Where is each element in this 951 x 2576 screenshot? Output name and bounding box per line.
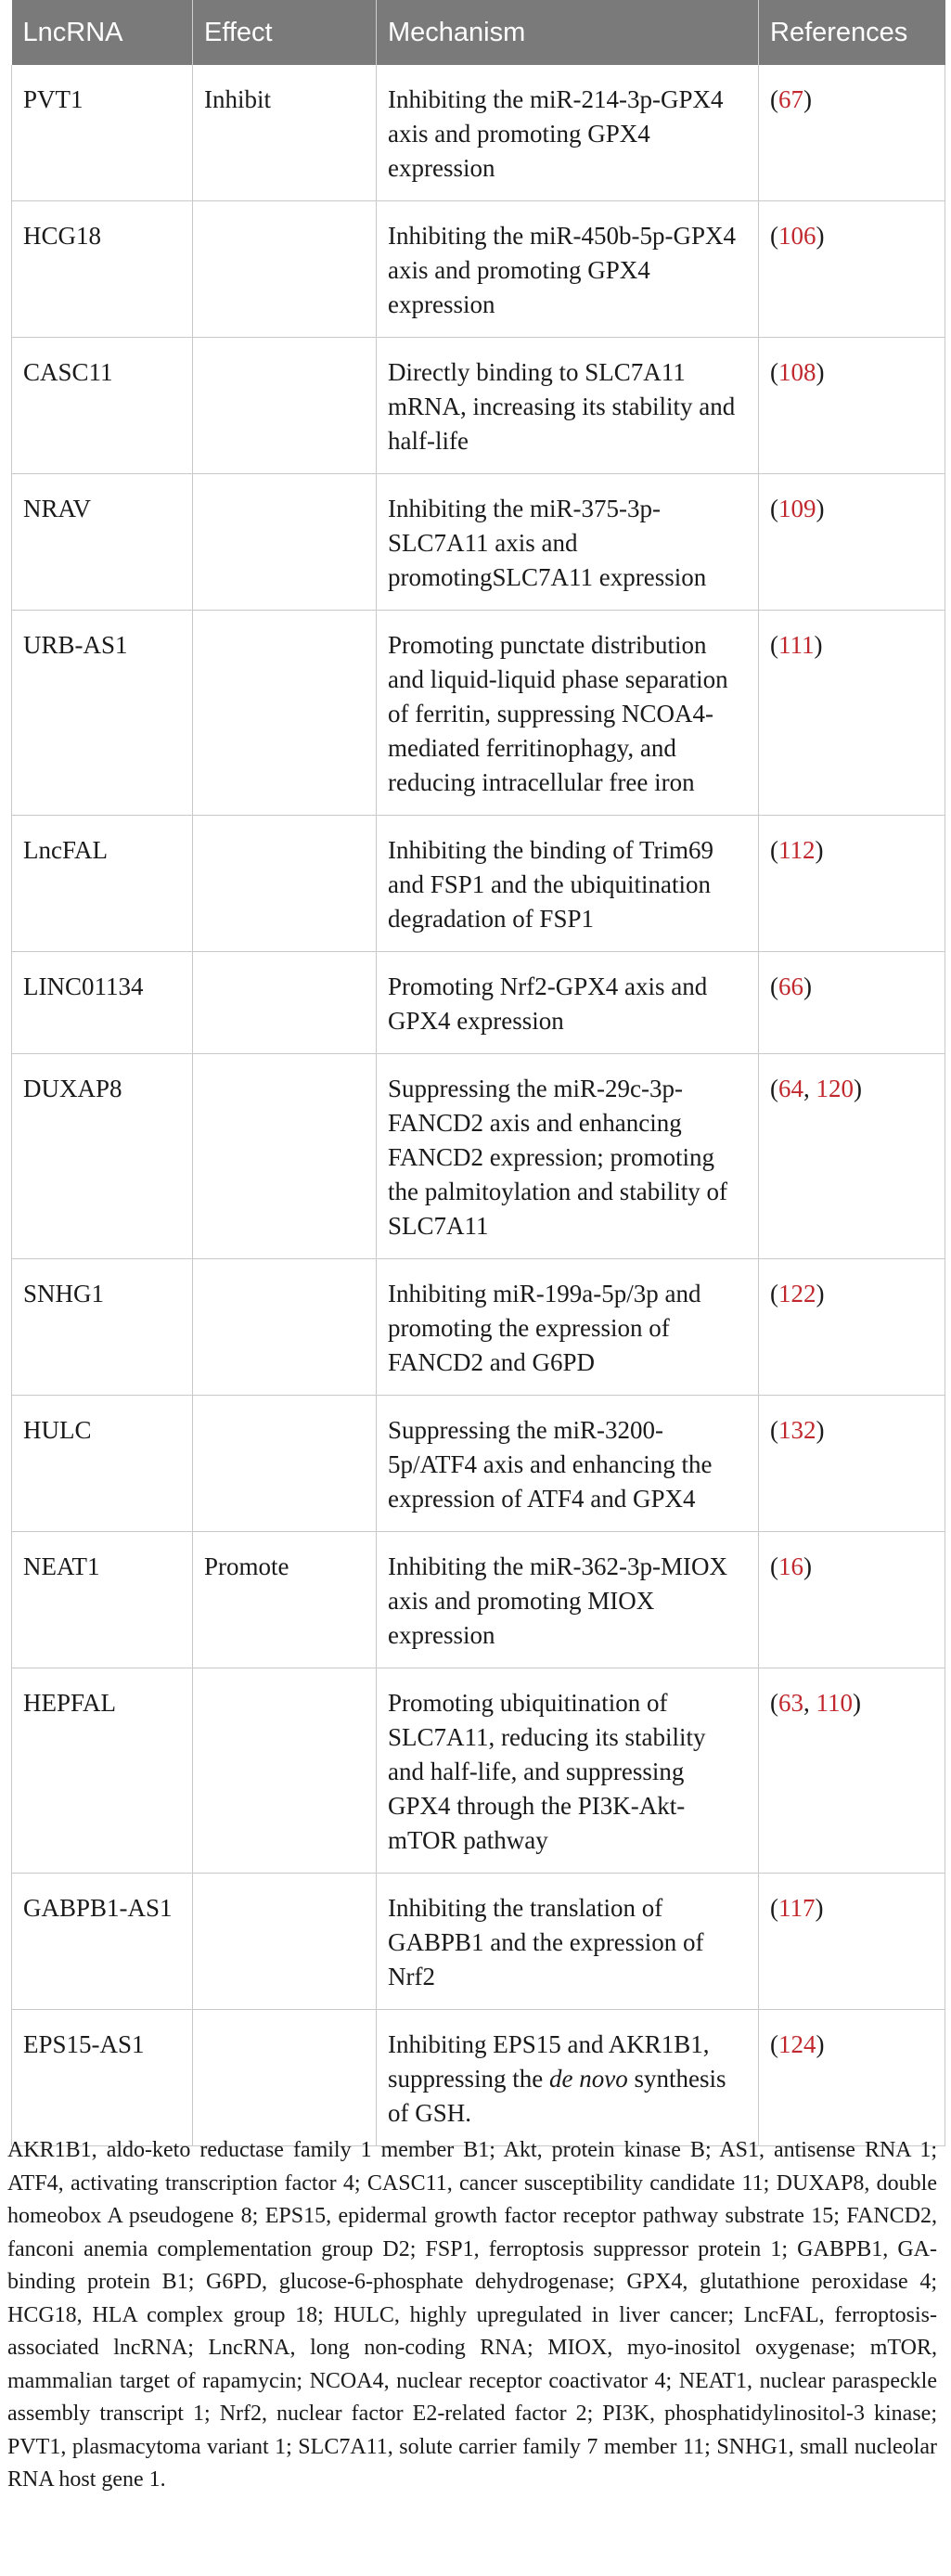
cell-references: (117) xyxy=(759,1874,945,2010)
column-header-mechanism: Mechanism xyxy=(377,0,759,65)
cell-mechanism: Promoting ubiquitination of SLC7A11, reducing its stability and half-life, and suppressing GPX4 through the PI3K-Akt-mTOR pathway xyxy=(377,1668,759,1874)
cell-effect xyxy=(193,2010,377,2146)
cell-mechanism: Suppressing the miR-3200-5p/ATF4 axis and enhancing the expression of ATF4 and GPX4 xyxy=(377,1396,759,1532)
cell-lncrna: HULC xyxy=(12,1396,193,1532)
table-row xyxy=(12,1532,945,1668)
cell-references: (112) xyxy=(759,816,945,952)
cell-mechanism: Promoting punctate distribution and liquid-liquid phase separation of ferritin, suppressing NCOA4-mediated ferritinophagy, and reducing intracellular free iron xyxy=(377,611,759,816)
cell-lncrna: URB-AS1 xyxy=(12,611,193,816)
reference-link[interactable]: 63 xyxy=(778,1689,803,1717)
table-row xyxy=(12,1054,945,1259)
cell-lncrna: PVT1 xyxy=(12,65,193,201)
reference-link[interactable]: 64 xyxy=(778,1075,803,1102)
cell-effect xyxy=(193,1259,377,1396)
lncrna-table xyxy=(11,0,945,2146)
table-footnote: AKR1B1, aldo-keto reductase family 1 member B1; Akt, protein kinase B; AS1, antisense RNA 1; ATF4, activating transcription factor 4; CASC11, cancer susceptibility candidate 11; DUXAP8, double homeobox A pseudogene 8; EPS15, epidermal growth factor receptor pathway substrate 15; FANCD2, fanconi anemia complementation group D2; FSP1, ferroptosis suppressor protein 1; GABPB1, GA-binding protein B1; G6PD, glucose-6-phosphate dehydrogenase; GPX4, glutathione peroxidase 4; HCG18, HLA complex group 18; HULC, highly upregulated in liver cancer; LncFAL, ferroptosis-associated lncRNA; LncRNA, long non-coding RNA; MIOX, myo-inositol oxygenase; mTOR, mammalian target of rapamycin; NCOA4, nuclear receptor coactivator 4; NEAT1, nuclear paraspeckle assembly transcript 1; Nrf2, nuclear factor E2-related factor 2; PI3K, phosphatidylinositol-3 kinase; PVT1, plasmacytoma variant 1; SLC7A11, solute carrier family 7 member 11; SNHG1, small nucleolar RNA host gene 1. xyxy=(7,2138,937,2492)
cell-effect: Inhibit xyxy=(193,65,377,201)
cell-effect xyxy=(193,816,377,952)
cell-references: (66) xyxy=(759,952,945,1054)
cell-references: (67) xyxy=(759,65,945,201)
table-row xyxy=(12,816,945,952)
cell-mechanism: Directly binding to SLC7A11 mRNA, increasing its stability and half-life xyxy=(377,338,759,474)
cell-references: (106) xyxy=(759,201,945,338)
cell-mechanism: Inhibiting the miR-375-3p-SLC7A11 axis and promotingSLC7A11 expression xyxy=(377,474,759,611)
reference-link[interactable]: 120 xyxy=(816,1075,854,1102)
cell-lncrna: LINC01134 xyxy=(12,952,193,1054)
cell-effect xyxy=(193,1874,377,2010)
cell-references: (132) xyxy=(759,1396,945,1532)
table-row xyxy=(12,201,945,338)
cell-references: (111) xyxy=(759,611,945,816)
cell-mechanism: Inhibiting the binding of Trim69 and FSP1 and the ubiquitination degradation of FSP1 xyxy=(377,816,759,952)
cell-references: (16) xyxy=(759,1532,945,1668)
cell-effect: Promote xyxy=(193,1532,377,1668)
table-row xyxy=(12,1668,945,1874)
column-header-effect: Effect xyxy=(193,0,377,65)
reference-link[interactable]: 111 xyxy=(778,631,815,659)
table-row xyxy=(12,1259,945,1396)
cell-references: (122) xyxy=(759,1259,945,1396)
table-header-row xyxy=(12,0,945,65)
table-row xyxy=(12,611,945,816)
table-row xyxy=(12,474,945,611)
reference-link[interactable]: 122 xyxy=(778,1280,816,1307)
cell-lncrna: NEAT1 xyxy=(12,1532,193,1668)
reference-link[interactable]: 110 xyxy=(816,1689,853,1717)
table-row xyxy=(12,65,945,201)
cell-references: (108) xyxy=(759,338,945,474)
reference-link[interactable]: 66 xyxy=(778,972,803,1000)
cell-effect xyxy=(193,611,377,816)
cell-effect xyxy=(193,338,377,474)
cell-lncrna: LncFAL xyxy=(12,816,193,952)
cell-effect xyxy=(193,474,377,611)
cell-lncrna: HCG18 xyxy=(12,201,193,338)
cell-effect xyxy=(193,952,377,1054)
cell-effect xyxy=(193,201,377,338)
cell-mechanism: Inhibiting the miR-214-3p-GPX4 axis and promoting GPX4 expression xyxy=(377,65,759,201)
table-row xyxy=(12,1396,945,1532)
cell-lncrna: EPS15-AS1 xyxy=(12,2010,193,2146)
cell-lncrna: HEPFAL xyxy=(12,1668,193,1874)
cell-references: (124) xyxy=(759,2010,945,2146)
table-row xyxy=(12,952,945,1054)
column-header-references: References xyxy=(759,0,945,65)
cell-mechanism: Promoting Nrf2-GPX4 axis and GPX4 expression xyxy=(377,952,759,1054)
column-header-lncrna: LncRNA xyxy=(12,0,193,65)
cell-lncrna: NRAV xyxy=(12,474,193,611)
cell-lncrna: SNHG1 xyxy=(12,1259,193,1396)
cell-references: (64, 120) xyxy=(759,1054,945,1259)
cell-effect xyxy=(193,1396,377,1532)
cell-effect xyxy=(193,1054,377,1259)
table-row xyxy=(12,2010,945,2146)
reference-link[interactable]: 117 xyxy=(778,1894,816,1922)
cell-mechanism: Inhibiting the miR-450b-5p-GPX4 axis and promoting GPX4 expression xyxy=(377,201,759,338)
cell-mechanism: Inhibiting the miR-362-3p-MIOX axis and promoting MIOX expression xyxy=(377,1532,759,1668)
cell-mechanism: Suppressing the miR-29c-3p-FANCD2 axis and enhancing FANCD2 expression; promoting the palmitoylation and stability of SLC7A11 xyxy=(377,1054,759,1259)
reference-link[interactable]: 112 xyxy=(778,836,816,864)
cell-mechanism: Inhibiting the translation of GABPB1 and the expression of Nrf2 xyxy=(377,1874,759,2010)
reference-link[interactable]: 124 xyxy=(778,2030,816,2058)
reference-link[interactable]: 108 xyxy=(778,358,816,386)
cell-mechanism: Inhibiting miR-199a-5p/3p and promoting the expression of FANCD2 and G6PD xyxy=(377,1259,759,1396)
italic-term: de novo xyxy=(548,2065,628,2093)
cell-lncrna: GABPB1-AS1 xyxy=(12,1874,193,2010)
cell-references: (63, 110) xyxy=(759,1668,945,1874)
reference-link[interactable]: 67 xyxy=(778,85,803,113)
reference-link[interactable]: 16 xyxy=(778,1552,803,1580)
table-row xyxy=(12,1874,945,2010)
reference-link[interactable]: 106 xyxy=(778,222,816,250)
reference-link[interactable]: 109 xyxy=(778,495,816,522)
table-row xyxy=(12,338,945,474)
cell-mechanism: Inhibiting EPS15 and AKR1B1, suppressing the de novo synthesis of GSH. xyxy=(377,2010,759,2146)
cell-references: (109) xyxy=(759,474,945,611)
reference-link[interactable]: 132 xyxy=(778,1416,816,1444)
cell-lncrna: CASC11 xyxy=(12,338,193,474)
cell-effect xyxy=(193,1668,377,1874)
cell-lncrna: DUXAP8 xyxy=(12,1054,193,1259)
